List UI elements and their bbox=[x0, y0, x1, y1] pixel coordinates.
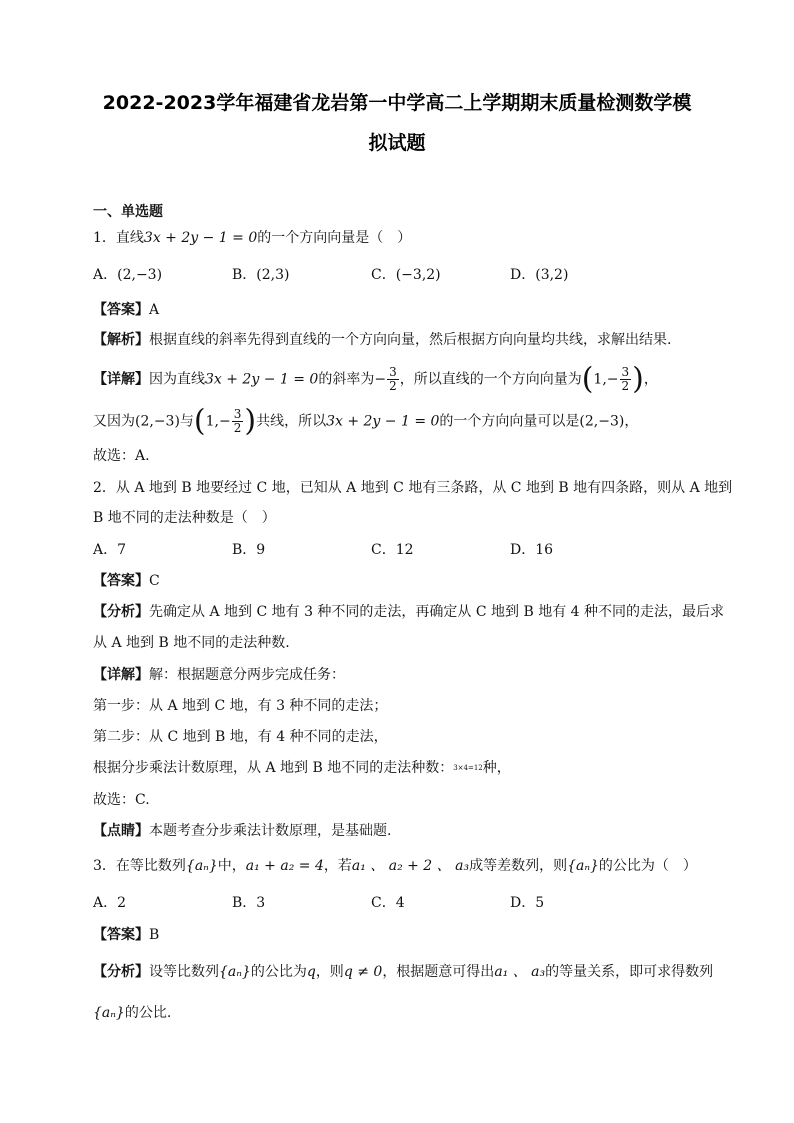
q2-option-a: A．7 bbox=[93, 542, 127, 558]
q1-stem: 1．直线3x + 2y − 1 = 0的一个方向向量是（ ） bbox=[93, 230, 412, 246]
q3-option-a: A．2 bbox=[93, 895, 127, 911]
q3-option-b: B．3 bbox=[232, 895, 266, 911]
q2-option-c: C．12 bbox=[371, 542, 414, 558]
q1-option-c: C．(−3,2) bbox=[371, 267, 441, 283]
q1-analysis: 【解析】根据直线的斜率先得到直线的一个方向向量，然后根据方向向量均共线，求解出结果. bbox=[93, 332, 672, 348]
q3-option-c: C．4 bbox=[371, 895, 405, 911]
doc-title-line1: 2022-2023学年福建省龙岩第一中学高二上学期期末质量检测数学模 bbox=[102, 92, 692, 114]
q2-stem-line2: B 地不同的走法种数是（ ） bbox=[93, 510, 276, 526]
q2-conclusion: 故选：C. bbox=[93, 792, 150, 808]
q3-option-d: D．5 bbox=[510, 895, 545, 911]
q1-option-b: B．(2,3) bbox=[232, 267, 290, 283]
section-heading: 一、单选题 bbox=[93, 204, 163, 220]
q2-option-b: B．9 bbox=[232, 542, 266, 558]
doc-title-line2: 拟试题 bbox=[368, 132, 426, 154]
q2-step2: 第二步：从 C 地到 B 地，有 4 种不同的走法， bbox=[93, 729, 388, 745]
q3-stem: 3．在等比数列{aₙ}中，a₁ + a₂ = 4，若a₁ 、 a₂ + 2 、 a₃成等差数列，则{aₙ}的公比为（ ） bbox=[93, 858, 697, 874]
q1-detail-line2: 又因为(2,−3)与(1,− $\frac{3}{2}$ )共线，所以3x + 2y − 1 = 0的一个方向向量可以是(2,−3)， bbox=[93, 403, 639, 439]
q2-principle: 根据分步乘法计数原理，从 A 地到 B 地不同的走法种数：3×4=12种， bbox=[93, 760, 511, 776]
q1-option-a: A．(2,−3) bbox=[93, 267, 163, 283]
q3-analysis-line1: 【分析】设等比数列{aₙ}的公比为q，则q ≠ 0，根据题意可得出a₁ 、 a₃的等量关系，即可求得数列 bbox=[93, 964, 714, 980]
q1-detail: 【详解】因为直线3x + 2y − 1 = 0的斜率为− $\frac{3}{2}$ ，所以直线的一个方向向量为(1,− $\frac{3}{2}$ )， bbox=[93, 361, 658, 397]
q3-analysis-line2: {aₙ}的公比. bbox=[93, 1005, 172, 1021]
slope-fraction: $\frac{3}{2}$ bbox=[389, 365, 397, 393]
q2-analysis-line1: 【分析】先确定从 A 地到 C 地有 3 种不同的走法，再确定从 C 地到 B 地有 4 种不同的走法，最后求 bbox=[93, 604, 725, 620]
q1-option-d: D．(3,2) bbox=[510, 267, 569, 283]
q1-answer: 【答案】A bbox=[93, 302, 160, 318]
q1-conclusion: 故选：A. bbox=[93, 448, 150, 464]
q1-equation: 3x + 2y − 1 = 0 bbox=[143, 230, 258, 246]
q2-analysis-line2: 从 A 地到 B 地不同的走法种数. bbox=[93, 635, 290, 651]
q2-step1: 第一步：从 A 地到 C 地，有 3 种不同的走法； bbox=[93, 698, 388, 714]
q2-detail: 【详解】解：根据题意分两步完成任务： bbox=[93, 667, 345, 683]
q2-option-d: D．16 bbox=[510, 542, 554, 558]
q3-answer: 【答案】B bbox=[93, 927, 160, 943]
q2-comment: 【点睛】本题考查分步乘法计数原理，是基础题. bbox=[93, 823, 392, 839]
q2-answer: 【答案】C bbox=[93, 573, 160, 589]
q2-stem-line1: 2．从 A 地到 B 地要经过 C 地，已知从 A 地到 C 地有三条路，从 C 地到 B 地有四条路，则从 A 地到 bbox=[93, 480, 733, 496]
